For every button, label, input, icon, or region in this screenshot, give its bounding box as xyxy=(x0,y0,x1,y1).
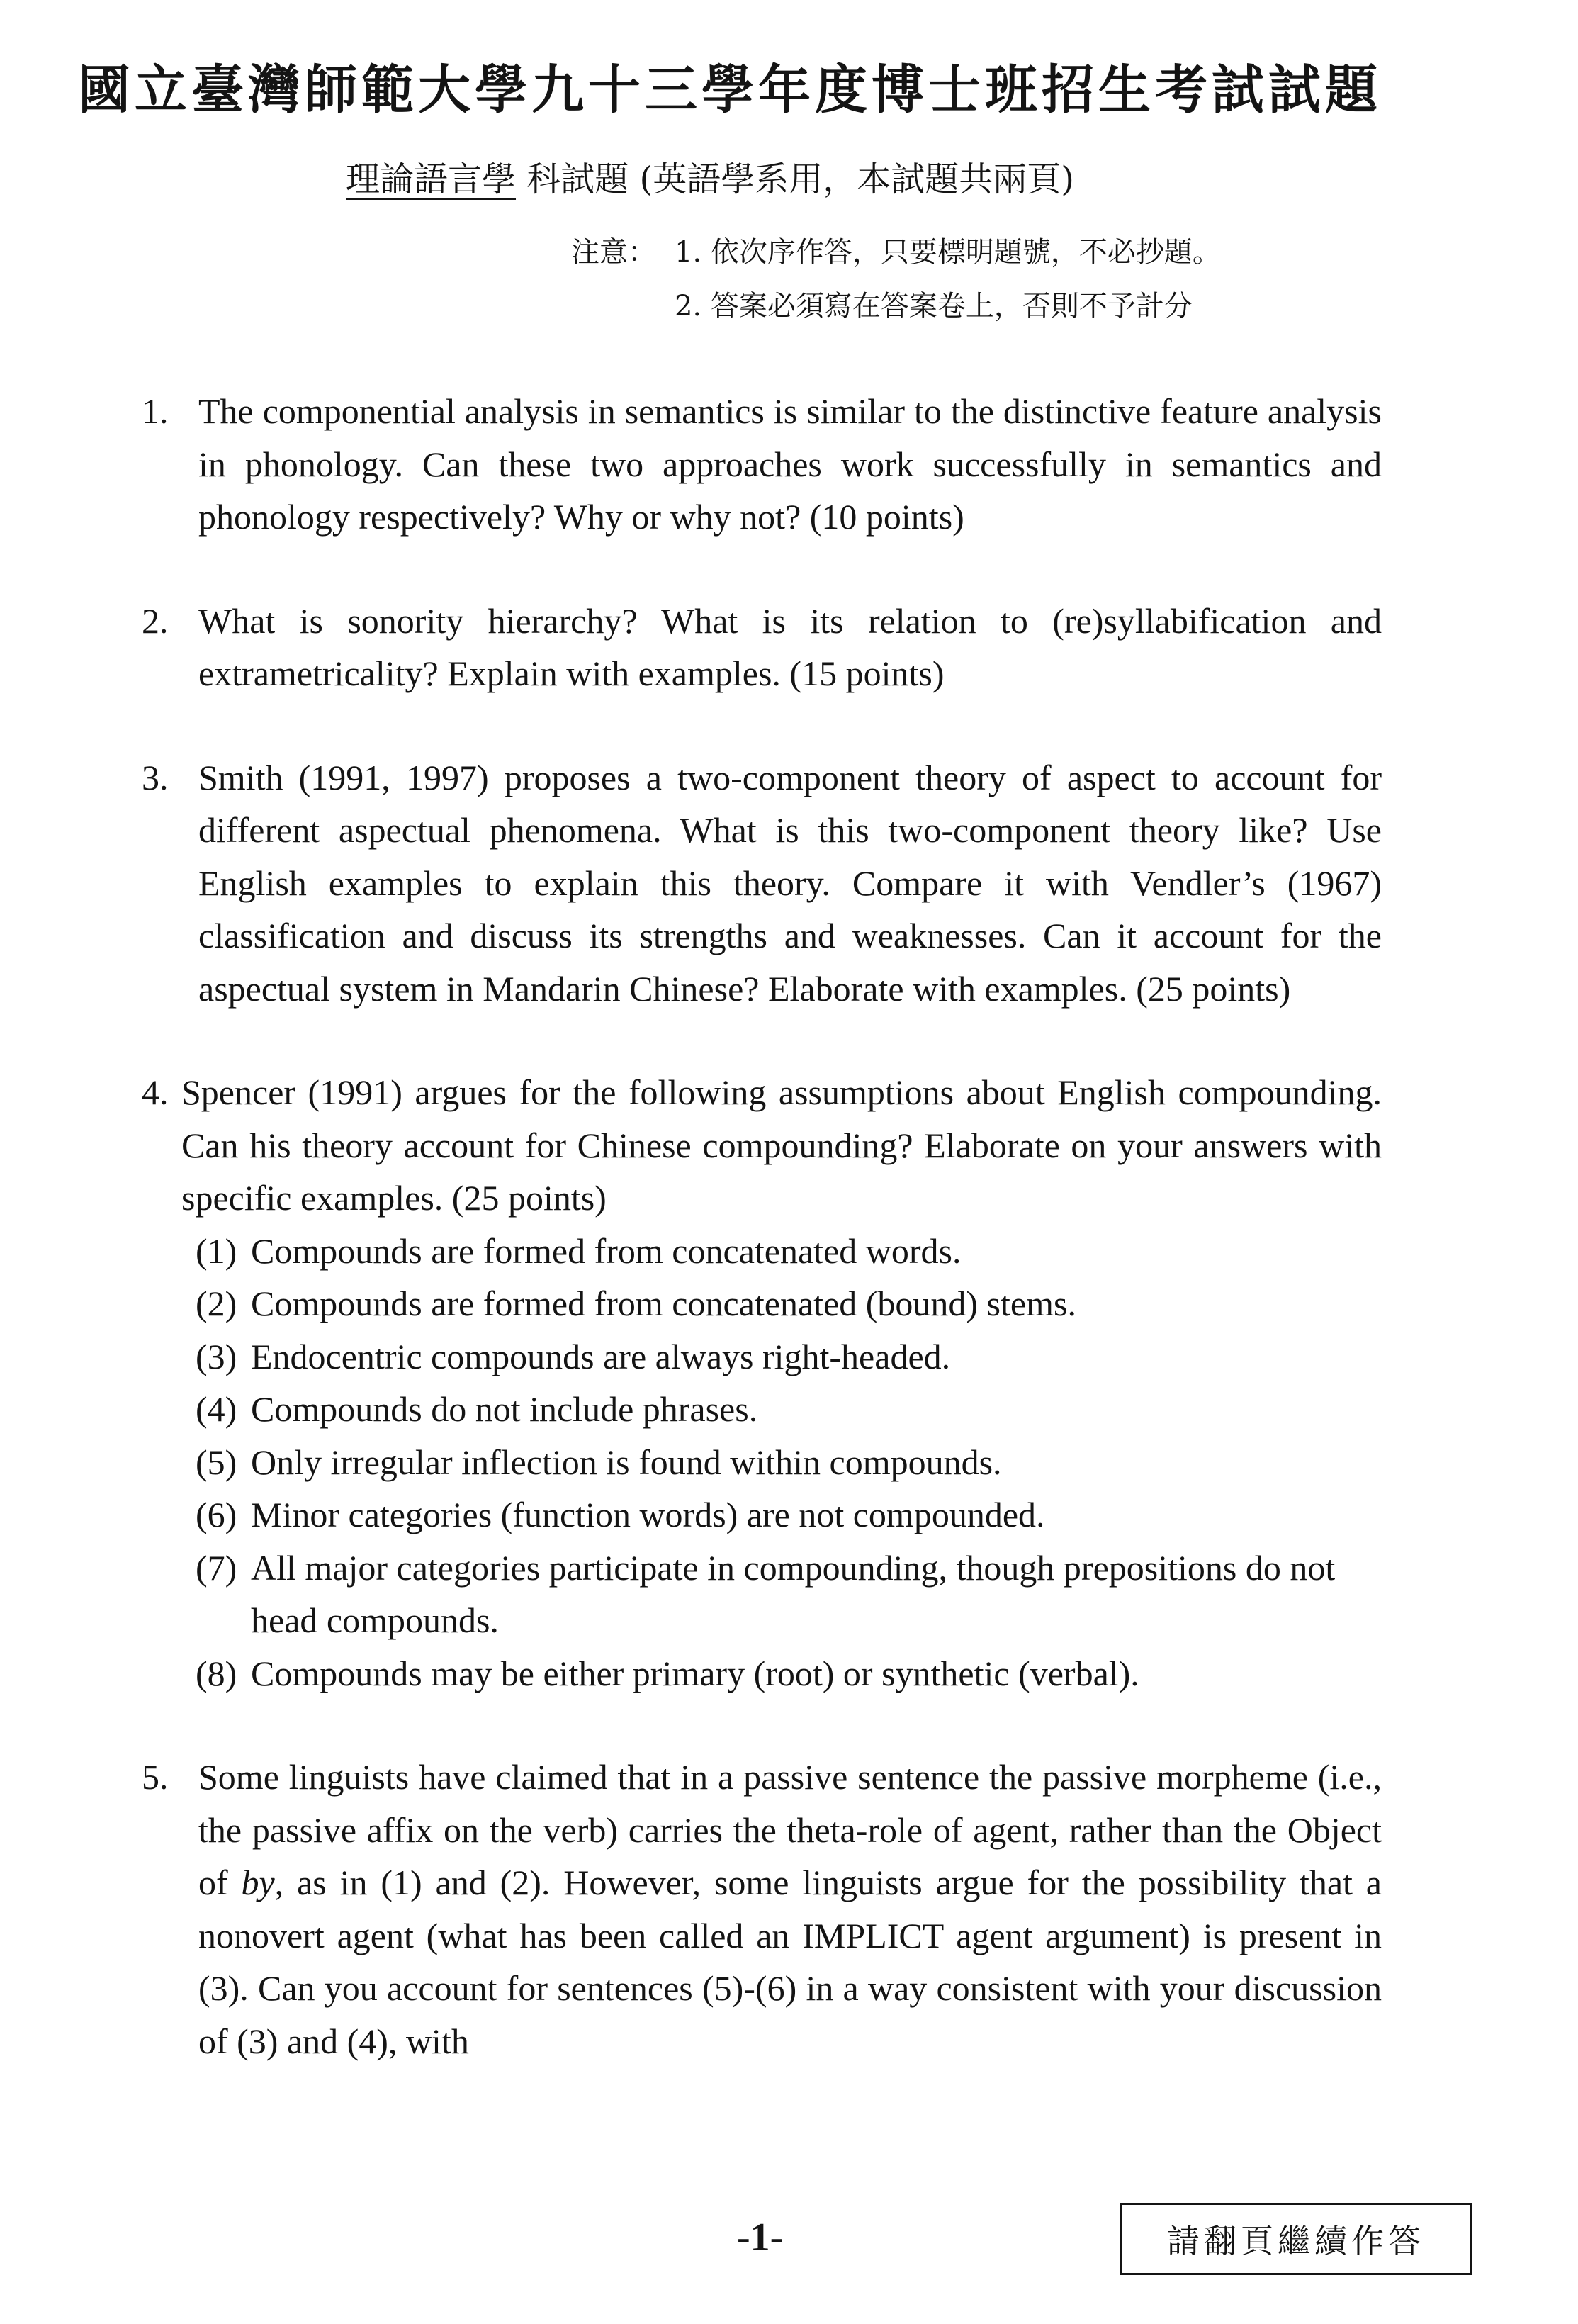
assumption-item xyxy=(196,1277,1382,1330)
exam-title: 國立臺灣師範大學九十三學年度博士班招生考試試題 xyxy=(78,60,1382,120)
exam-subtitle xyxy=(346,152,1074,201)
question-text: The componential analysis in semantics is similar to the distinctive feature analysis in phonology. Can these two approaches work successfully in semantics and phonology respectively? Why or why not? (10 points) xyxy=(198,391,1382,537)
assumption-number: (8) xyxy=(196,1653,237,1693)
question-text: Spencer (1991) argues for the following assumptions about English compounding. Can his theory account for Chinese compounding? Elaborate on your answers with specific examples. (25 points) xyxy=(181,1072,1382,1218)
questions-list xyxy=(142,385,1382,2118)
assumption-text: Only irregular inflection is found within compounds. xyxy=(251,1442,1002,1482)
question-number: 4. xyxy=(142,1072,169,1112)
question-1 xyxy=(142,385,1382,544)
assumption-text: Compounds are formed from concatenated words. xyxy=(251,1230,962,1271)
assumption-item xyxy=(196,1647,1382,1700)
question-number: 1. xyxy=(142,391,169,431)
assumption-number: (3) xyxy=(196,1336,237,1376)
assumption-number: (2) xyxy=(196,1284,237,1323)
assumption-number: (1) xyxy=(196,1230,237,1271)
instruction-item: 1. 依次序作答，只要標明題號，不必抄題。 xyxy=(675,236,1221,269)
instruction-row xyxy=(571,225,1221,279)
assumption-number: (7) xyxy=(196,1547,237,1588)
subtitle-details: 科試題 (英語學系用，本試題共兩頁) xyxy=(516,159,1074,199)
assumption-item xyxy=(196,1383,1382,1436)
assumption-list xyxy=(181,1225,1382,1700)
question-number: 3. xyxy=(142,757,169,797)
assumption-item xyxy=(196,1330,1382,1383)
instructions-block xyxy=(571,225,1221,333)
question-text xyxy=(198,1757,1382,2061)
instruction-item: 2. 答案必須寫在答案卷上，否則不予計分 xyxy=(675,290,1193,322)
assumption-item xyxy=(196,1488,1382,1542)
question-text: Smith (1991, 1997) proposes a two-component theory of aspect to account for different aspectual phenomena. What is this two-component theory like? Use English examples to explain this theory. Compare it with Vendler’s (1967) classification and discuss its strengths and weaknesses. Can it account for the aspectual system in Mandarin Chinese? Elaborate with examples. (25 points) xyxy=(198,757,1382,1009)
assumption-item xyxy=(196,1436,1382,1489)
instruction-lead: 注意： xyxy=(571,236,656,269)
assumption-item xyxy=(196,1225,1382,1278)
assumption-item xyxy=(196,1542,1382,1647)
assumption-text: All major categories participate in compounding, though prepositions do not head compounds. xyxy=(251,1547,1336,1640)
instruction-row xyxy=(571,279,1221,333)
question-number: 2. xyxy=(142,600,169,641)
question-text: What is sonority hierarchy? What is its relation to (re)syllabification and extrametricality? Explain with examples. (15 points) xyxy=(198,600,1382,693)
question-number: 5. xyxy=(142,1757,169,1797)
assumption-text: Endocentric compounds are always right-headed. xyxy=(251,1336,951,1376)
question-text-part: Some linguists have claimed that in a passive sentence the passive morpheme (i.e., the passive affix on the verb) carries the theta-role of agent, rather than the Object of xyxy=(198,1757,1382,1902)
page-number: -1- xyxy=(737,2216,784,2260)
assumption-text: Compounds do not include phrases. xyxy=(251,1389,758,1429)
assumption-number: (6) xyxy=(196,1495,237,1534)
continue-notice: 請翻頁繼續作答 xyxy=(1120,2203,1472,2275)
question-4 xyxy=(142,1066,1382,1700)
assumption-text: Minor categories (function words) are not compounded. xyxy=(251,1495,1045,1534)
assumption-number: (5) xyxy=(196,1442,237,1482)
question-2 xyxy=(142,595,1382,700)
question-3 xyxy=(142,751,1382,1016)
question-text-italic: by xyxy=(241,1863,275,1902)
assumption-text: Compounds may be either primary (root) or synthetic (verbal). xyxy=(251,1653,1139,1693)
assumption-number: (4) xyxy=(196,1389,237,1429)
question-text-part: , as in (1) and (2). However, some linguists argue for the possibility that a nonovert agent (what has been called an IMPLICT agent argument) is present in (3). Can you account for sentences (5)-(6) in a way consistent with your discussion of (3) and (4), with xyxy=(198,1863,1382,2061)
question-5 xyxy=(142,1751,1382,2067)
subject-name: 理論語言學 xyxy=(346,159,517,199)
assumption-text: Compounds are formed from concatenated (bound) stems. xyxy=(251,1284,1076,1323)
